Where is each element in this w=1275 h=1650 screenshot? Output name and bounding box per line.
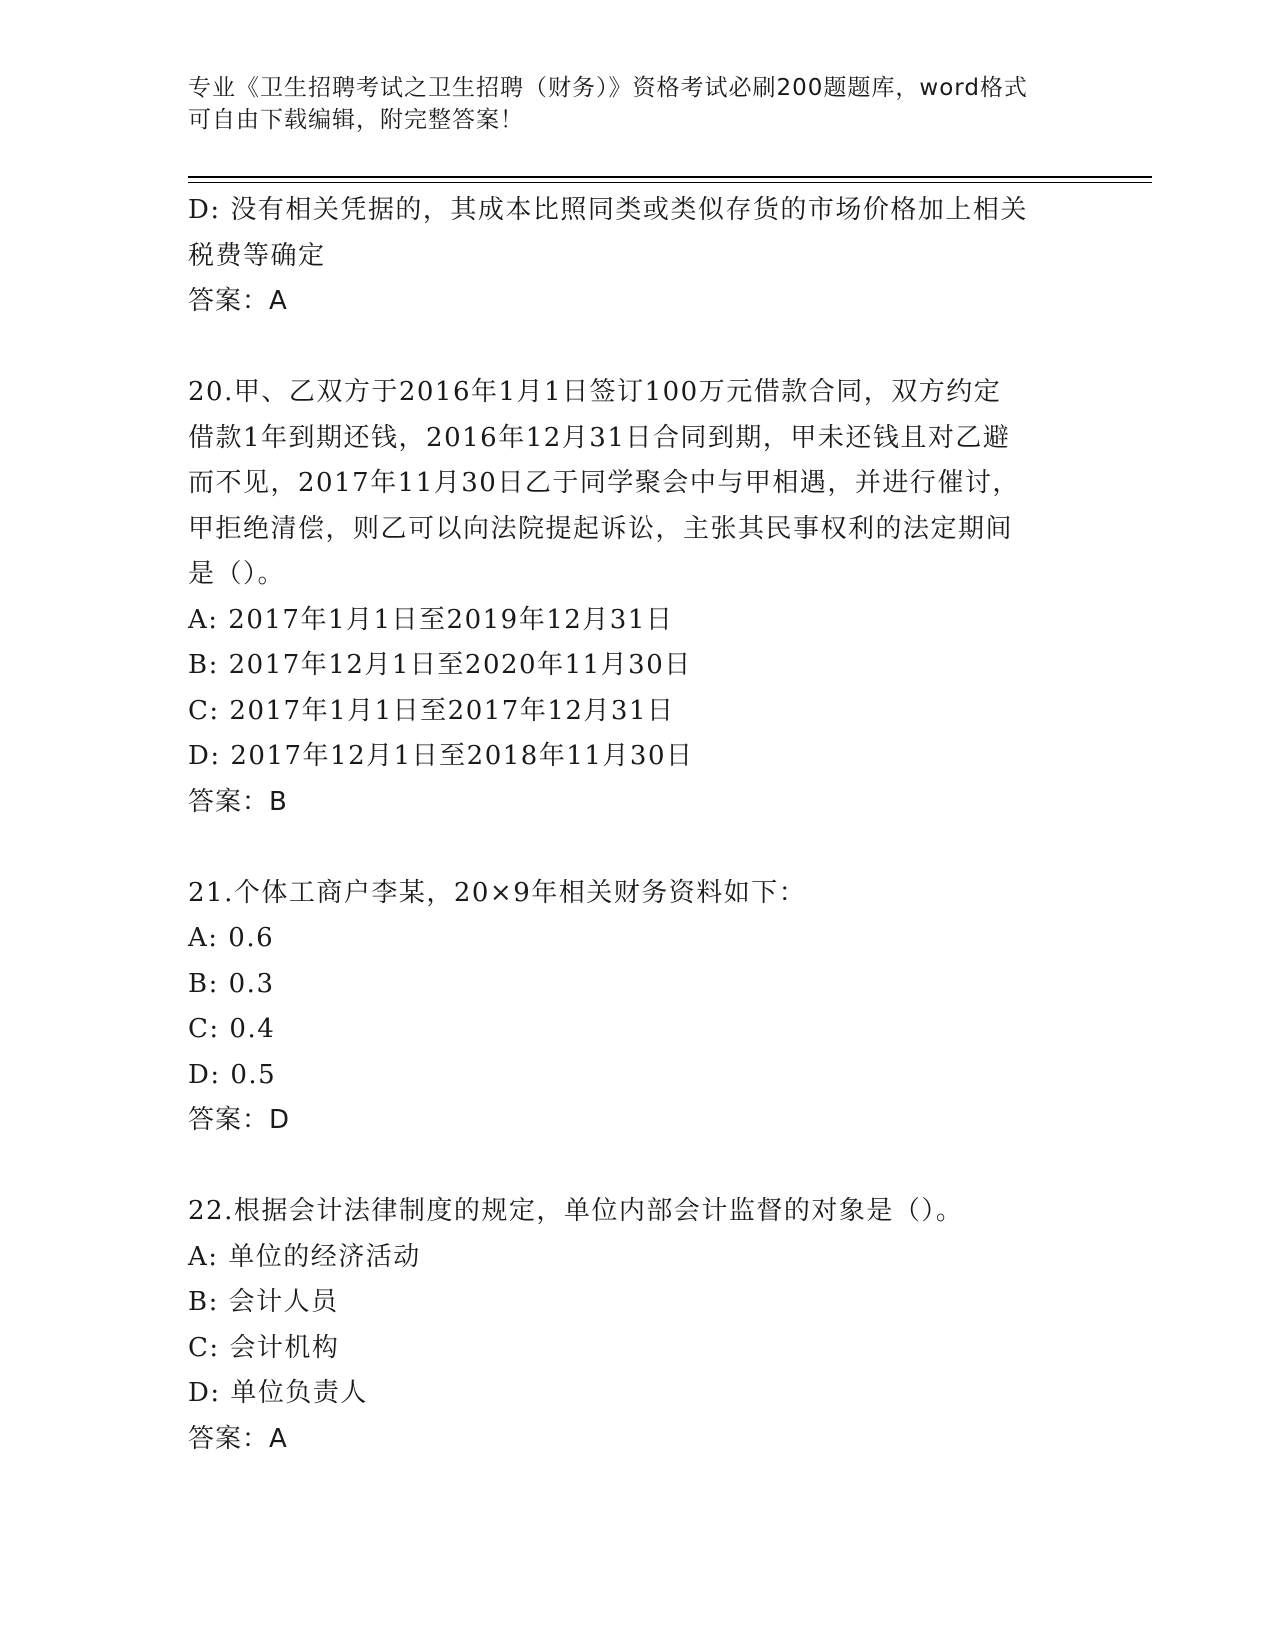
option-d-line-continued: 税费等确定 <box>188 240 326 271</box>
question-21-stem: 21.个体工商户李某，20×9年相关财务资料如下： <box>188 877 807 908</box>
question-21-option-c: C: 0.4 <box>188 1014 276 1044</box>
question-22-option-c: C: 会计机构 <box>188 1332 340 1363</box>
header-divider-thin <box>188 182 1152 183</box>
option-d-line: D: 没有相关凭据的，其成本比照同类或类似存货的市场价格加上相关 <box>188 195 1028 225</box>
question-22-option-d: D: 单位负责人 <box>188 1378 368 1408</box>
question-22-stem: 22.根据会计法律制度的规定，单位内部会计监督的对象是（）。 <box>188 1196 964 1226</box>
header-line-2: 可自由下载编辑，附完整答案！ <box>188 107 524 133</box>
question-20-option-d: D: 2017年12月1日至2018年11月30日 <box>188 741 694 771</box>
question-20-option-b: B: 2017年12月1日至2020年11月30日 <box>188 650 692 680</box>
question-21-option-b: B: 0.3 <box>188 968 275 999</box>
question-21-option-d: D: 0.5 <box>188 1059 277 1090</box>
answer-line: 答案：A <box>188 286 288 316</box>
document-header <box>188 72 1088 136</box>
question-22-option-a: A: 单位的经济活动 <box>188 1241 421 1272</box>
spacer <box>188 1144 1088 1190</box>
question-20-answer: 答案：B <box>188 786 288 817</box>
question-20-stem: 借款1年到期还钱，2016年12月31日合同到期，甲未还钱且对乙避 <box>188 422 1011 453</box>
question-content <box>188 188 1088 1462</box>
question-22-answer: 答案：A <box>188 1423 288 1454</box>
question-20-stem: 而不见，2017年11月30日乙于同学聚会中与甲相遇，并进行催讨， <box>188 468 1020 498</box>
question-20-stem: 是（）。 <box>188 559 286 589</box>
question-20-option-c: C: 2017年1月1日至2017年12月31日 <box>188 695 675 726</box>
spacer <box>188 325 1088 371</box>
question-20-stem: 甲拒绝清偿，则乙可以向法院提起诉讼，主张其民事权利的法定期间 <box>188 513 1014 544</box>
question-22-option-b: B: 会计人员 <box>188 1287 339 1317</box>
question-20-option-a: A: 2017年1月1日至2019年12月31日 <box>188 604 674 635</box>
question-20-stem: 20.甲、乙双方于2016年1月1日签订100万元借款合同，双方约定 <box>188 377 1002 407</box>
header-line-1: 专业《卫生招聘考试之卫生招聘（财务）》资格考试必刷200题题库，word格式 <box>188 75 1028 101</box>
question-21-option-a: A: 0.6 <box>188 923 275 953</box>
question-21-answer: 答案：D <box>188 1105 291 1135</box>
spacer <box>188 825 1088 871</box>
header-divider-thick <box>188 176 1152 178</box>
